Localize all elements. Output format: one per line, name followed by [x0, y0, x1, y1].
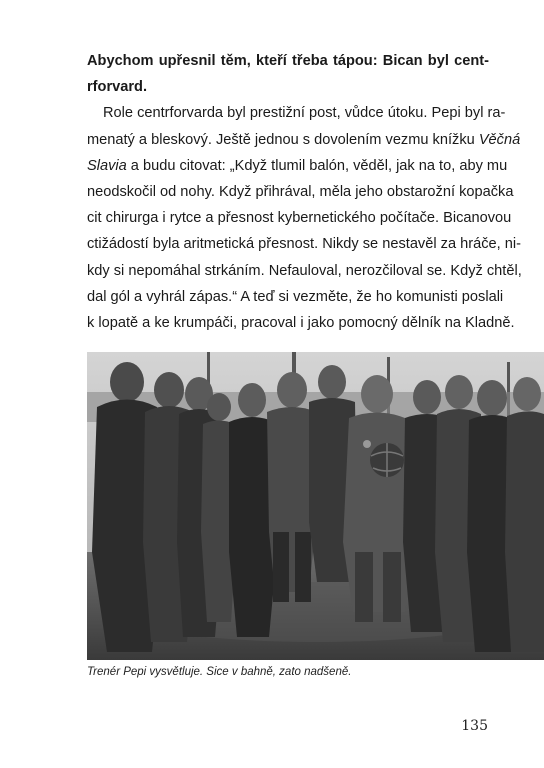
paragraph-line-2-text: menatý a bleskový. Ještě jednou s dovolením vezmu knížku [87, 131, 475, 148]
team-photo [87, 352, 544, 660]
paragraph-line-7: kdy si nepomáhal strkáním. Nefauloval, nerozčiloval se. Když chtěl, [87, 262, 522, 279]
paragraph-line-2 [87, 127, 521, 153]
heading-line-2: rforvard. [87, 79, 148, 96]
paragraph-line-9: k lopatě a ke krumpáči, pracoval i jako pomocný dělník na Kladně. [87, 315, 515, 332]
team-photo-illustration [87, 352, 544, 660]
paragraph-line-1: Role centrforvarda byl prestižní post, vůdce útoku. Pepi byl ra- [103, 105, 506, 122]
book-title-part-2: Slavia [87, 157, 127, 174]
page-number: 135 [461, 718, 488, 734]
paragraph-line-5: cit chirurga i rytce a přesnost kybernetického počítače. Bicanovou [87, 210, 512, 227]
paragraph-line-3-text: a budu citovat: „Když tlumil balón, věděl, jak na to, aby mu [126, 157, 508, 174]
paragraph-line-3 [87, 153, 508, 179]
paragraph-line-4: neodskočil od nohy. Když přihrával, měla jeho obstarožní kopačka [87, 184, 514, 201]
photo-caption: Trenér Pepi vysvětluje. Sice v bahně, zato nadšeně. [87, 666, 352, 678]
paragraph-line-6: ctižádostí byla aritmetická přesnost. Nikdy se nestavěl za hráče, ni- [87, 236, 521, 253]
book-title-part-1: Věčná [478, 131, 521, 148]
text-block [87, 48, 522, 336]
heading-line-1: Abychom upřesnil těm, kteří třeba tápou: Bican byl cent- [87, 53, 489, 69]
paragraph-line-8: dal gól a vyhrál zápas.“ A teď si vezměte, že ho komunisti poslali [87, 288, 504, 305]
